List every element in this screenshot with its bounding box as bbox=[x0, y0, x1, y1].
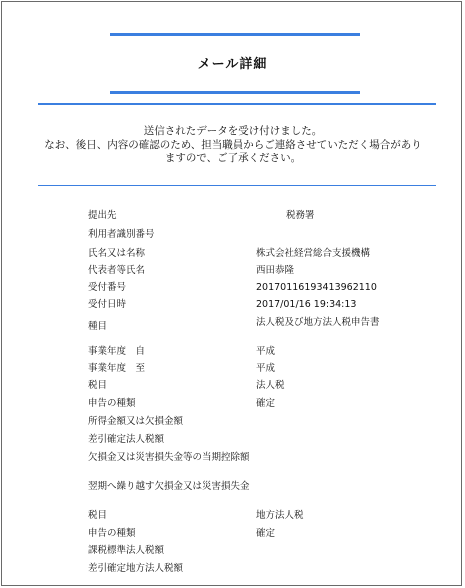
detail-value: 税務署 bbox=[286, 210, 315, 221]
detail-value: 株式会社経営総合支援機構 bbox=[256, 248, 371, 259]
detail-value: 確定 bbox=[256, 528, 276, 539]
detail-value: 法人税 bbox=[256, 380, 285, 391]
message-line: 送信されたデータを受け付けました。 bbox=[143, 125, 323, 137]
detail-label: 翌期へ繰り越す欠損金又は災害損失金 bbox=[88, 481, 250, 492]
detail-value: 確定 bbox=[256, 398, 276, 409]
detail-value: 西田恭隆 bbox=[256, 265, 295, 276]
detail-value: 平成 bbox=[256, 363, 276, 374]
detail-label: 差引確定法人税額 bbox=[88, 434, 165, 445]
page-title: メール詳細 bbox=[197, 57, 268, 72]
detail-label: 税目 bbox=[88, 380, 108, 391]
detail-label: 欠損金又は災害損失金等の当期控除額 bbox=[88, 452, 250, 463]
detail-label: 税目 bbox=[88, 510, 108, 521]
detail-label: 代表者等氏名 bbox=[88, 265, 146, 276]
detail-label: 申告の種類 bbox=[88, 398, 136, 409]
detail-label: 申告の種類 bbox=[88, 528, 136, 539]
detail-label: 差引確定地方法人税額 bbox=[88, 563, 184, 574]
detail-label: 課税標準法人税額 bbox=[88, 545, 165, 556]
detail-value: 20170116193413962110 bbox=[256, 282, 377, 293]
message-line: なお、後日、内容の確認のため、担当職員からご連絡させていただく場合があり bbox=[44, 138, 422, 151]
detail-label: 事業年度 自 bbox=[88, 346, 146, 357]
detail-label: 種目 bbox=[88, 321, 108, 332]
detail-value: 2017/01/16 19:34:13 bbox=[256, 299, 357, 310]
detail-label: 氏名又は名称 bbox=[88, 248, 146, 259]
message-line: ますので、ご了承ください。 bbox=[164, 152, 302, 164]
detail-label: 利用者識別番号 bbox=[88, 229, 155, 240]
detail-label: 受付番号 bbox=[88, 282, 127, 293]
detail-label: 事業年度 至 bbox=[88, 363, 146, 374]
detail-label: 所得金額又は欠損金額 bbox=[88, 416, 184, 427]
detail-label: 提出先 bbox=[88, 210, 117, 221]
detail-value: 平成 bbox=[256, 346, 276, 357]
detail-value: 地方法人税 bbox=[256, 510, 304, 521]
detail-label: 受付日時 bbox=[88, 299, 127, 310]
detail-value: 法人税及び地方法人税申告書 bbox=[256, 317, 380, 328]
